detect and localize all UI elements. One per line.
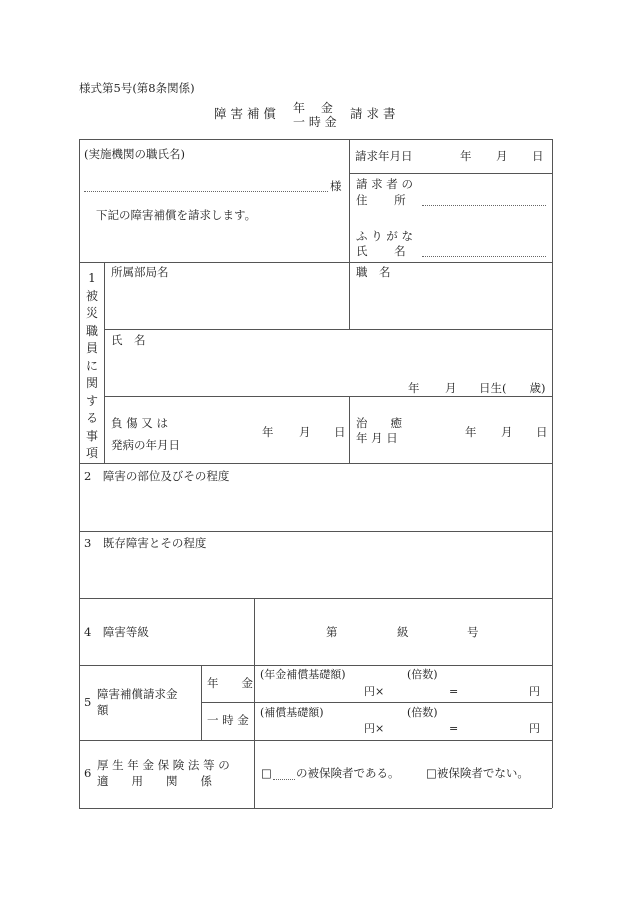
form-number: 様式第5号(第8条関係) xyxy=(79,81,195,95)
section5-label-1: 障害補償請求金 xyxy=(97,687,178,701)
row-line xyxy=(79,598,552,599)
section6-label-2: 適 用 関 係 xyxy=(97,774,212,788)
grade-kyu: 級 xyxy=(397,625,409,639)
section4-label: 4 障害等級 xyxy=(84,625,149,639)
cure-month: 月 xyxy=(501,425,513,439)
table-border-right xyxy=(552,139,553,808)
pension-base-label: (年金補償基礎額) xyxy=(260,668,346,681)
injury-label-1: 負 傷 又 は xyxy=(111,416,168,430)
row-line xyxy=(79,665,552,666)
lump-yen: 円 xyxy=(529,722,540,735)
cure-year: 年 xyxy=(465,425,477,439)
row-line xyxy=(79,740,552,741)
pension-equals: = xyxy=(449,685,459,698)
table-border-left xyxy=(79,139,80,808)
request-date-month: 月 xyxy=(496,149,508,163)
lump-yen-times: 円× xyxy=(364,722,385,735)
not-insured-option[interactable]: □被保険者でない。 xyxy=(426,766,529,780)
row-line xyxy=(79,531,552,532)
col-line xyxy=(349,139,350,329)
section1-vertical-label: 1被災職員に関する事項 xyxy=(85,271,98,460)
lump-base-label: (補償基礎額) xyxy=(260,706,324,719)
form-title-suffix: 請 求 書 xyxy=(350,106,396,121)
col-line xyxy=(201,665,202,740)
pension-label: 年 金 xyxy=(207,676,253,690)
address-label-1: 請 求 者 の xyxy=(356,177,413,191)
col-line xyxy=(104,262,105,463)
pension-yen-times: 円× xyxy=(364,685,385,698)
birth-year: 年 xyxy=(408,381,420,395)
department-label: 所属部局名 xyxy=(111,265,169,279)
row-line xyxy=(79,262,552,263)
grade-go: 号 xyxy=(467,625,479,639)
claimant-name-label: 氏 名 xyxy=(356,244,406,258)
injury-month: 月 xyxy=(299,425,311,439)
lump-sum-label: 一 時 金 xyxy=(207,713,249,727)
request-date-day: 日 xyxy=(532,149,544,163)
section5-number: 5 xyxy=(84,695,92,709)
row-line xyxy=(104,329,552,330)
insured-label: の被保険者である。 xyxy=(296,766,400,780)
grade-dai: 第 xyxy=(326,625,338,639)
row-line xyxy=(104,396,552,397)
position-label: 職 名 xyxy=(356,265,391,279)
lump-multiplier-label: (倍数) xyxy=(407,706,438,719)
request-date-label: 請求年月日 xyxy=(355,149,413,163)
furigana-label: ふ り が な xyxy=(356,229,413,243)
table-border-top xyxy=(79,139,552,140)
address-label-2: 住 所 xyxy=(356,193,406,207)
cure-day: 日 xyxy=(536,425,548,439)
col-line xyxy=(349,396,350,463)
insured-checkbox[interactable]: □ xyxy=(261,766,272,780)
employee-name-label: 氏 名 xyxy=(111,333,146,347)
sama-suffix: 様 xyxy=(330,179,342,193)
pension-multiplier-label: (倍数) xyxy=(407,668,438,681)
form-title-main: 障 害 補 償 xyxy=(214,106,276,121)
birth-day-age: 日生( 歳) xyxy=(479,381,546,395)
col-line xyxy=(254,598,255,808)
injury-day: 日 xyxy=(334,425,346,439)
institution-input[interactable] xyxy=(84,191,328,192)
injury-label-2: 発病の年月日 xyxy=(111,438,180,452)
row-line xyxy=(79,463,552,464)
form-title-upper: 年 金 xyxy=(293,101,333,115)
pension-yen: 円 xyxy=(529,685,540,698)
form-title-lower: 一 時 金 xyxy=(293,115,337,129)
section2-label: 2 障害の部位及びその程度 xyxy=(84,469,230,483)
institution-label: (実施機関の職氏名) xyxy=(84,147,185,161)
section5-label-2: 額 xyxy=(97,703,109,717)
claimant-name-input[interactable] xyxy=(422,256,546,257)
table-border-bottom xyxy=(79,808,552,809)
section6-number: 6 xyxy=(84,766,92,780)
insurance-type-input[interactable] xyxy=(273,779,295,780)
address-input[interactable] xyxy=(422,205,546,206)
request-date-year: 年 xyxy=(460,149,472,163)
cure-label-1: 治 癒 xyxy=(356,416,402,430)
section6-label-1: 厚 生 年 金 保 険 法 等 の xyxy=(97,758,230,772)
section3-label: 3 既存障害とその程度 xyxy=(84,536,207,550)
lump-equals: = xyxy=(449,722,459,735)
request-text: 下記の障害補償を請求します。 xyxy=(96,208,257,222)
cure-label-2: 年 月 日 xyxy=(356,431,398,445)
row-line xyxy=(349,173,552,174)
injury-year: 年 xyxy=(262,425,274,439)
birth-month: 月 xyxy=(445,381,457,395)
